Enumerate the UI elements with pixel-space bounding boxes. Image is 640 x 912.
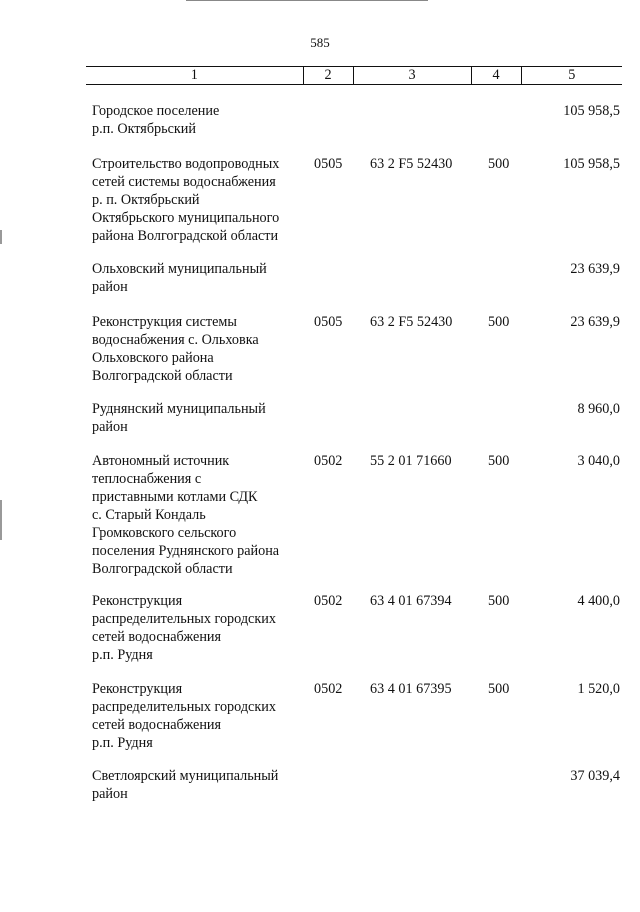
- row-name: Реконструкция распределительных городских сетей водоснабжения р.п. Рудня: [92, 681, 276, 751]
- row-section: 0502: [314, 453, 343, 469]
- row-code: 63 4 01 67394: [370, 593, 452, 609]
- row-sum: 37 039,4: [570, 768, 620, 784]
- row-section: 0502: [314, 593, 343, 609]
- row-section: 0505: [314, 156, 343, 172]
- row-section: 0502: [314, 681, 343, 697]
- row-sum: 23 639,9: [570, 261, 620, 277]
- column-header-2: 2: [303, 67, 353, 85]
- row-sum: 105 958,5: [563, 103, 620, 119]
- row-name: Строительство водопроводных сетей системы водоснабжения р. п. Октябрьский Октябрьского муниципального района Волгоградской области: [92, 156, 280, 244]
- row-name: Реконструкция системы водоснабжения с. Ольховка Ольховского района Волгоградской области: [92, 314, 259, 384]
- row-code: 63 2 F5 52430: [370, 156, 453, 172]
- row-sum: 105 958,5: [563, 156, 620, 172]
- row-code: 63 4 01 67395: [370, 681, 452, 697]
- row-sum: 4 400,0: [577, 593, 620, 609]
- page-number: 585: [310, 35, 330, 50]
- row-type: 500: [488, 681, 510, 697]
- row-sum: 1 520,0: [577, 681, 620, 697]
- row-type: 500: [488, 453, 510, 469]
- column-header-1: 1: [86, 67, 303, 85]
- row-name: Руднянский муниципальный район: [92, 401, 266, 435]
- row-type: 500: [488, 593, 510, 609]
- row-code: 63 2 F5 52430: [370, 314, 453, 330]
- row-name: Светлоярский муниципальный район: [92, 768, 279, 802]
- row-name: Автономный источник теплоснабжения с приставными котлами СДК с. Старый Кондаль Громковского сельского поселения Руднянского района Волгоградской области: [92, 453, 280, 577]
- row-code: 55 2 01 71660: [370, 453, 452, 469]
- row-type: 500: [488, 156, 510, 172]
- top-scan-rule: [186, 0, 428, 1]
- row-sum: 3 040,0: [577, 453, 620, 469]
- scan-edge-mark: [0, 230, 2, 244]
- column-header-row: [86, 66, 622, 85]
- column-header-3: 3: [353, 67, 471, 85]
- column-header-5: 5: [521, 67, 622, 85]
- row-sum: 8 960,0: [577, 401, 620, 417]
- scan-edge-mark: [0, 500, 2, 540]
- row-name: Ольховский муниципальный район: [92, 261, 267, 295]
- row-section: 0505: [314, 314, 343, 330]
- row-sum: 23 639,9: [570, 314, 620, 330]
- row-name: Городское поселение р.п. Октябрьский: [92, 103, 220, 137]
- row-name: Реконструкция распределительных городских сетей водоснабжения р.п. Рудня: [92, 593, 276, 663]
- row-type: 500: [488, 314, 510, 330]
- column-header-4: 4: [471, 67, 521, 85]
